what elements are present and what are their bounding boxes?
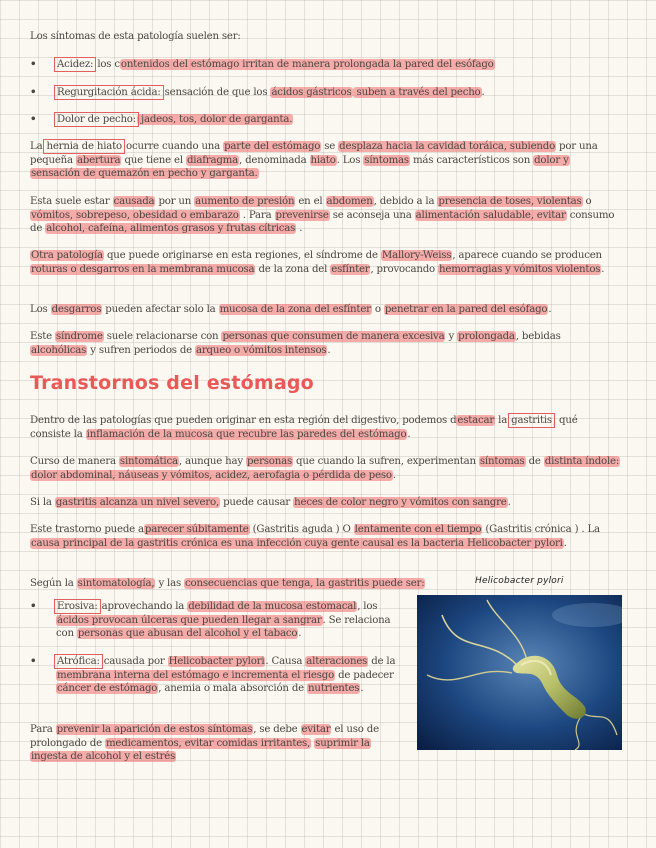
- bacteria-image: [417, 595, 622, 750]
- paragraph-gastritis: Dentro de las patologías que pueden originar en esta región del digestivo, podemos destacar la gastritis, qué consiste la inflamación de la mucosa que recubre las paredes del estómago.: [30, 415, 578, 440]
- term-acidez: Acidez:: [57, 59, 94, 70]
- paragraph-mallory: Otra patología que puede originarse en esta regiones, el síndrome de Mallory-Weiss, aparece cuando se producen roturas o desgarros en la membrana mucosa de la zona del esfínter, provocando hemorragias y vómitos violentos.: [31, 250, 605, 275]
- term-dolor-pecho: Dolor de pecho:: [57, 114, 136, 125]
- list-item: • Atrófica: causada por Helicobacter pylori. Causa alteraciones de la membrana interna del estómago e incrementa el riesgo de padecer cáncer de estómago, anemia o mala absorción de nutrientes.: [30, 655, 396, 694]
- paragraph-tipos: Según la sintomatología, y las consecuencias que tenga, la gastritis puede ser:: [30, 578, 425, 589]
- intro-text: Los síntomas de esta patología suelen ser:: [30, 31, 241, 42]
- paragraph-severa: Si la gastritis alcanza un nivel severo, puede causar heces de color negro y vómitos con sangre.: [30, 497, 511, 508]
- paragraph-causas: Esta suele estar causada por un aumento de presión en el abdomen, debido a la presencia de toses, violentas o vómitos, sobrepeso, obesidad o embarazo . Para prevenirse se aconseja una alimentación saludable, evitar consumo de alcohol, cafeína, alimentos grasos y frutas cítricas .: [30, 196, 615, 234]
- term-regurgitacion: Regurgitación ácida:: [57, 87, 161, 98]
- paragraph-trastorno: Este trastorno puede aparecer súbitamente (Gastritis aguda ) O lentamente con el tiempo (Gastritis crónica ) . La causa principal de la gastritis crónica es una infección cuya gente causal es la bacteria Helicobacter pylori.: [30, 524, 600, 549]
- paragraph-prevencion: Para prevenir la aparición de estos síntomas, se debe evitar el uso de prolongado de medicamentos, evitar comidas irritantes, suprimir la ingesta de alcohol y el estrés: [30, 724, 379, 762]
- paragraph-sindrome: Este síndrome suele relacionarse con personas que consumen de manera excesiva y prolongada, bebidas alcohólicas y sufren periodos de arqueo o vómitos intensos.: [30, 331, 561, 356]
- paragraph-hernia: La hernia de hiato ocurre cuando una parte del estómago se desplaza hacia la cavidad toráica, subiendo por una pequeña abertura que tiene el diafragma, denominada hiato. Los síntomas más característicos son dolor y sensación de quemazón en pecho y garganta.: [30, 141, 598, 179]
- list-item: • Regurgitación ácida: sensación de que los ácidos gástricos suben a través del pecho.: [30, 86, 485, 98]
- list-item: • Dolor de pecho: jadeos, tos, dolor de garganta.: [30, 113, 293, 125]
- list-item: • Acidez: los contenidos del estómago irritan de manera prolongada la pared del esófago: [30, 58, 494, 70]
- paragraph-sintomas: Curso de manera sintomática, aunque hay personas que cuando la sufren, experimentan síntomas de distinta índole: dolor abdominal, náuseas y vómitos, acidez, aerofagia o pérdida de peso.: [30, 456, 620, 481]
- paragraph-desgarros: Los desgarros pueden afectar solo la mucosa de la zona del esfínter o penetrar en la pared del esófago.: [30, 304, 552, 315]
- section-heading: Transtornos del estómago: [30, 372, 314, 394]
- image-caption: Helicobacter pylori: [475, 576, 564, 586]
- list-item: • Erosiva: aprovechando la debilidad de la mucosa estomacal, los ácidos provocan úlceras que pueden llegar a sangrar. Se relaciona con personas que abusan del alcohol y el tabaco.: [30, 600, 391, 639]
